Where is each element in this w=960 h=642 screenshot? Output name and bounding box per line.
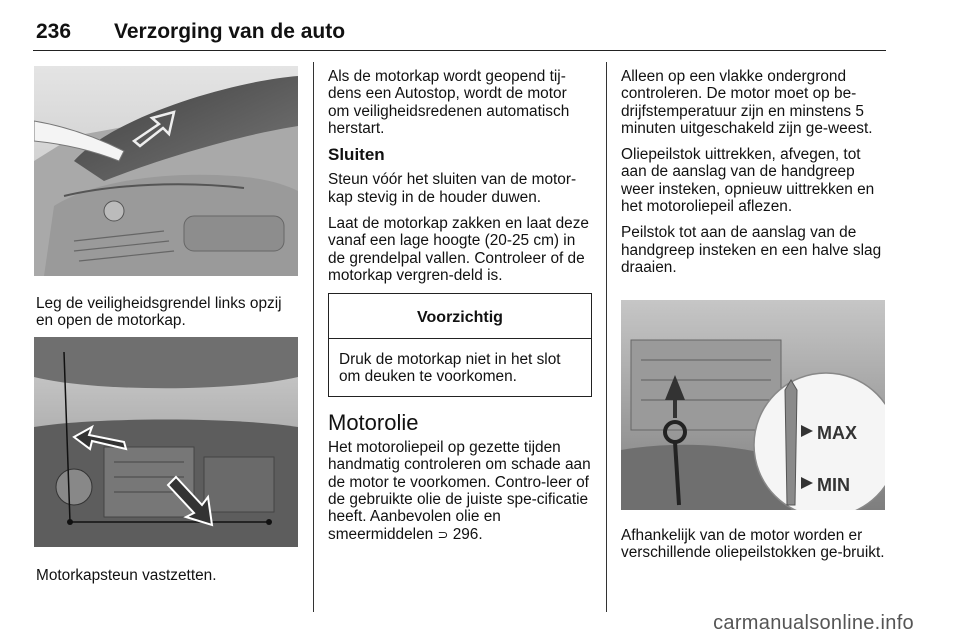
min-mark: MIN: [817, 475, 850, 495]
intro-paragraph: Als de motorkap wordt geopend tij-dens een Autostop, wordt de motor om veiligheidsredenen automatisch herstart.: [328, 68, 570, 137]
oil-heading: Motorolie: [328, 410, 419, 436]
figure1-caption: Leg de veiligheidsgrendel links opzij en open de motorkap.: [36, 295, 282, 330]
caution-box: [328, 293, 592, 397]
column-divider-1: [313, 62, 314, 612]
page-number: 236: [36, 20, 72, 43]
oil-paragraph: [328, 439, 592, 544]
closing-paragraph-1: Steun vóór het sluiten van de motor-kap stevig in de houder duwen.: [328, 171, 577, 206]
page-reference-icon: ⊃: [437, 527, 449, 543]
oil-reference-page[interactable]: 296.: [452, 525, 483, 543]
figure-dipstick: [621, 300, 885, 510]
footer-watermark: carmanualsonline.info: [713, 612, 914, 634]
check-paragraph-3: Peilstok tot aan de aanslag van de handgreep insteken en een halve slag draaien.: [621, 224, 882, 276]
check-paragraph-1: Alleen op een vlakke ondergrond controleren. De motor moet op be-drijfstemperatuur zijn en minstens 5 minuten uitgeschakeld zijn ge-weest.: [621, 68, 873, 137]
closing-paragraph-2: Laat de motorkap zakken en laat deze vanaf een lage hoogte (20-25 cm) in de grendelpal vallen. Controleer of de motorkap vergren-deld is.: [328, 215, 589, 284]
column-3: [621, 68, 887, 285]
column-divider-2: [606, 62, 607, 612]
max-mark: MAX: [817, 423, 857, 443]
figure2-caption: Motorkapsteun vastzetten.: [36, 567, 217, 584]
oil-paragraph-text: Het motoroliepeil op gezette tijden handmatig controleren om schade aan de motor te voorkomen. Contro-leer of de gebruikte olie de juiste spe-cificatie heeft. Aanbevolen olie en smeermiddelen: [328, 439, 591, 543]
figure-open-hood: [34, 66, 298, 276]
check-paragraph-2: Oliepeilstok uittrekken, afvegen, tot aan de aanslag van de handgreep weer insteken, opnieuw uittrekken en het motoroliepeil aflezen.: [621, 146, 875, 216]
figure-hood-support: [34, 337, 298, 547]
figure3-caption: Afhankelijk van de motor worden er verschillende oliepeilstokken ge-bruikt.: [621, 527, 885, 562]
caution-title: Voorzichtig: [329, 294, 591, 338]
header-rule: [33, 50, 886, 51]
closing-heading: Sluiten: [328, 145, 385, 165]
caution-text: Druk de motorkap niet in het slot om deuken te voorkomen.: [339, 350, 561, 385]
page-title: Verzorging van de auto: [114, 20, 346, 43]
page-header: [36, 20, 345, 44]
column-2: [328, 68, 592, 553]
